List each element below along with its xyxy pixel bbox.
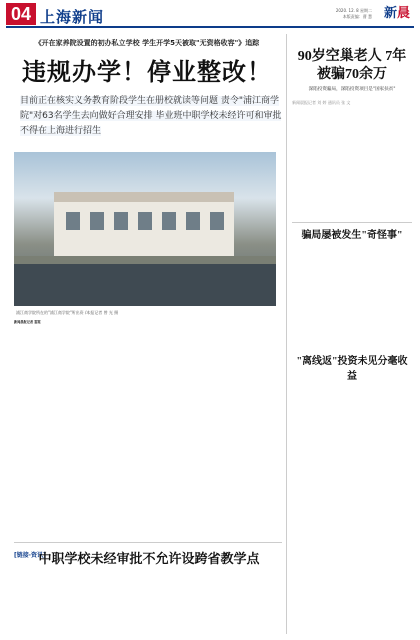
side-subhead: 深陷投资骗局，深陷投资项目是"国家扶贫" bbox=[308, 87, 396, 92]
byline: 新闻晨报记者 雷霞 bbox=[14, 320, 41, 324]
photo-caption: 浦江商学院所在的"浦江商学院"所出资 /本报记者 曾 光 摄 bbox=[16, 310, 119, 315]
news-photo bbox=[14, 152, 276, 306]
side-byline: 新闻晨报记者 刘 婷 通讯员 张 文 bbox=[292, 100, 351, 105]
main-headline: 违规办学！停业整改！ bbox=[22, 59, 272, 86]
divider bbox=[14, 542, 282, 543]
page-header bbox=[0, 0, 420, 28]
side-midhead: 骗局屡被发生"奇怪事" bbox=[301, 230, 403, 241]
brand-logo: 新晨 bbox=[383, 5, 411, 20]
side-midhead-2: "离线返"投资未见分毫收益 bbox=[296, 356, 408, 382]
header-rule bbox=[6, 26, 414, 28]
date-line: 2020. 12. 8 星期二 本版责编：曹 慧 bbox=[335, 8, 372, 19]
subhead: 中职学校未经审批不允许设跨省教学点 bbox=[38, 551, 260, 566]
section-title: 上海新闻 bbox=[40, 9, 105, 26]
page-number: 04 bbox=[6, 3, 36, 25]
lede: 目前正在核实义务教育阶段学生在册校就读等问题 责令"浦江商学院"对63名学生去向做好合理安排 毕业班中职学校未经许可和审批不得在上海进行招生 bbox=[20, 96, 282, 136]
column-divider bbox=[286, 34, 287, 634]
side-divider bbox=[292, 222, 412, 223]
subhead-tag: [链接·资讯] bbox=[14, 552, 46, 559]
side-headline: 90岁空巢老人 7年被骗70余万 bbox=[297, 49, 407, 82]
kicker: 《开在家养院设置的初办私立学校 学生开学5天被取"无资格收容"》追踪 bbox=[34, 39, 260, 47]
